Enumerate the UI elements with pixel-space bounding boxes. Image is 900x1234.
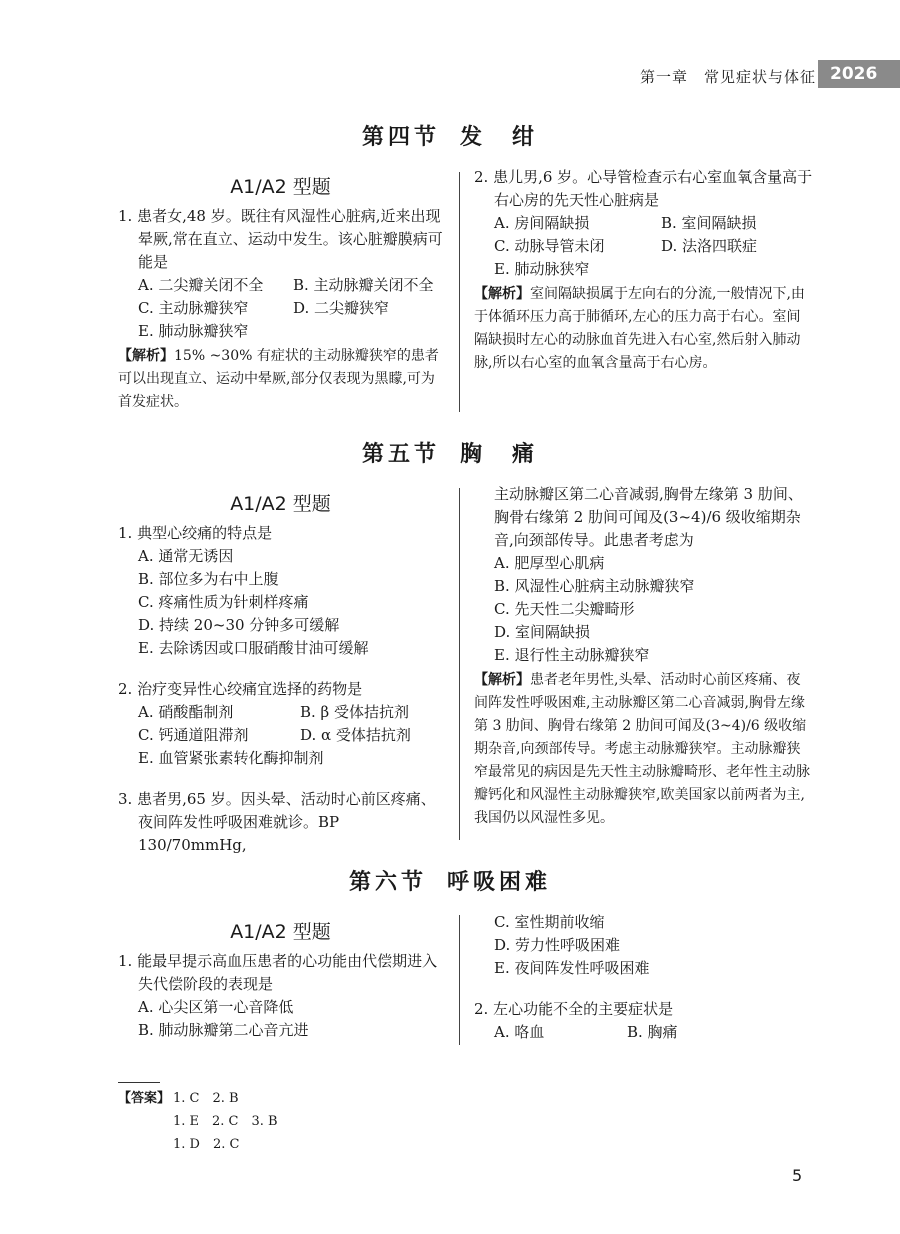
option: C. 室性期前收缩 <box>494 913 605 931</box>
option: A. 房间隔缺损 <box>494 214 590 232</box>
option: C. 钙通道阻滞剂 <box>138 726 249 744</box>
option: D. 持续 20~30 分钟多可缓解 <box>138 616 340 634</box>
section-number: 第六节 <box>348 869 427 895</box>
section-title <box>0 120 900 151</box>
option: A. 二尖瓣关闭不全 <box>138 276 264 294</box>
option: A. 硝酸酯制剂 <box>138 703 234 721</box>
column-divider <box>459 488 460 840</box>
question-block <box>118 522 443 660</box>
left-column <box>118 921 443 1042</box>
option: A. 心尖区第一心音降低 <box>138 998 294 1016</box>
section-name: 胸 痛 <box>460 441 539 467</box>
explanation-text: 15% ~30% 有症状的主动脉瓣狭窄的患者可以出现直立、运动中晕厥,部分仅表现为黑矇,可为首发症状。 <box>118 348 439 410</box>
section-title <box>0 437 900 468</box>
option: A. 咯血 <box>494 1023 545 1041</box>
explanation-label: 【解析】 <box>474 672 530 688</box>
question-block <box>474 166 814 375</box>
option: E. 肺动脉瓣狭窄 <box>138 322 249 340</box>
question-type-heading: A1/A2 型题 <box>230 176 331 198</box>
option: D. 法洛四联症 <box>661 237 758 255</box>
answer-key-label: 【答案】 <box>118 1091 171 1106</box>
question-stem: 2. 患儿男,6 岁。心导管检查示右心室血氧含量高于右心房的先天性心脏病是 <box>474 168 813 209</box>
option: D. 二尖瓣狭窄 <box>293 299 390 317</box>
section-name: 发 绀 <box>460 124 539 150</box>
section-number: 第五节 <box>361 441 440 467</box>
option: E. 肺动脉狭窄 <box>494 260 590 278</box>
section-name: 呼吸困难 <box>447 869 552 895</box>
option: C. 动脉导管未闭 <box>494 237 605 255</box>
question-stem: 1. 能最早提示高血压患者的心功能由代偿期进入失代偿阶段的表现是 <box>118 952 438 993</box>
section-number: 第四节 <box>361 124 440 150</box>
option: C. 主动脉瓣狭窄 <box>138 299 249 317</box>
explanation-label: 【解析】 <box>118 348 174 364</box>
question-block <box>118 678 443 770</box>
question-block <box>474 483 814 830</box>
question-stem: 1. 患者女,48 岁。既往有风湿性心脏病,近来出现晕厥,常在直立、运动中发生。该心脏瓣膜病可能是 <box>118 207 443 271</box>
right-column <box>474 911 814 1044</box>
option: B. 室间隔缺损 <box>661 214 757 232</box>
answers-rule <box>118 1082 160 1083</box>
question-stem: 1. 典型心绞痛的特点是 <box>118 524 273 542</box>
explanation <box>474 283 814 375</box>
explanation-text: 室间隔缺损属于左向右的分流,一般情况下,由于体循环压力高于肺循环,左心的压力高于右心。室间隔缺损时左心的动脉血首先进入右心室,然后射入肺动脉,所以右心室的血氧含量高于右心房。 <box>474 286 805 371</box>
column-divider <box>459 915 460 1045</box>
option: E. 夜间阵发性呼吸困难 <box>494 959 650 977</box>
explanation <box>474 669 814 830</box>
option: B. 肺动脉瓣第二心音亢进 <box>138 1021 309 1039</box>
option: C. 先天性二尖瓣畸形 <box>494 600 635 618</box>
question-type-heading: A1/A2 型题 <box>230 493 331 515</box>
question-block <box>474 998 814 1044</box>
question-block <box>118 788 443 857</box>
option: E. 退行性主动脉瓣狭窄 <box>494 646 650 664</box>
question-block <box>474 911 814 980</box>
option: E. 血管紧张素转化酶抑制剂 <box>138 749 324 767</box>
explanation-text: 患者老年男性,头晕、活动时心前区疼痛、夜间阵发性呼吸困难,主动脉瓣区第二心音减弱,胸骨左缘第 3 肋间、胸骨右缘第 2 肋间可闻及(3~4)/6 级收缩期杂音,向颈部传导。考虑主动脉瓣狭窄。主动脉瓣狭窄最常见的病因是先天性主动脉瓣畸形、老年性主动脉瓣钙化和风湿性主动脉瓣狭窄,欧美国家以前两者为主,我国仍以风湿性多见。 <box>474 672 810 826</box>
option: B. 部位多为右中上腹 <box>138 570 279 588</box>
column-divider <box>459 172 460 412</box>
year-badge: 2026 <box>818 60 900 88</box>
right-column <box>474 166 814 375</box>
option: A. 通常无诱因 <box>138 547 234 565</box>
page-number: 5 <box>792 1166 803 1185</box>
right-column <box>474 483 814 830</box>
option: C. 疼痛性质为针刺样疼痛 <box>138 593 309 611</box>
left-column <box>118 176 443 414</box>
question-stem: 2. 左心功能不全的主要症状是 <box>474 1000 674 1018</box>
option: E. 去除诱因或口服硝酸甘油可缓解 <box>138 639 369 657</box>
option: B. 主动脉瓣关闭不全 <box>293 276 434 294</box>
section-title <box>0 865 900 896</box>
question-type-heading: A1/A2 型题 <box>230 921 331 943</box>
left-column <box>118 493 443 857</box>
question-block <box>118 205 443 414</box>
option: B. 胸痛 <box>627 1023 678 1041</box>
answer-row: 1. D 2. C <box>173 1137 240 1152</box>
option: B. 风湿性心脏病主动脉瓣狭窄 <box>494 577 695 595</box>
question-stem-continued: 主动脉瓣区第二心音减弱,胸骨左缘第 3 肋间、胸骨右缘第 2 肋间可闻及(3~4)/6 级收缩期杂音,向颈部传导。此患者考虑为 <box>494 485 803 549</box>
option: D. 劳力性呼吸困难 <box>494 936 621 954</box>
option: A. 肥厚型心肌病 <box>494 554 605 572</box>
question-stem: 3. 患者男,65 岁。因头晕、活动时心前区疼痛、夜间阵发性呼吸困难就诊。BP 130/70mmHg, <box>118 790 436 854</box>
question-block <box>118 950 443 1042</box>
question-stem: 2. 治疗变异性心绞痛宜选择的药物是 <box>118 680 363 698</box>
option: D. 室间隔缺损 <box>494 623 591 641</box>
option: D. α 受体拮抗剂 <box>300 726 411 744</box>
answer-row: 1. E 2. C 3. B <box>173 1114 278 1129</box>
chapter-header: 第一章 常见症状与体征 <box>640 68 817 86</box>
explanation <box>118 345 443 414</box>
option: B. β 受体拮抗剂 <box>300 703 409 721</box>
answer-row: 1. C 2. B <box>173 1091 239 1106</box>
explanation-label: 【解析】 <box>474 286 530 302</box>
answer-key <box>118 1087 278 1156</box>
